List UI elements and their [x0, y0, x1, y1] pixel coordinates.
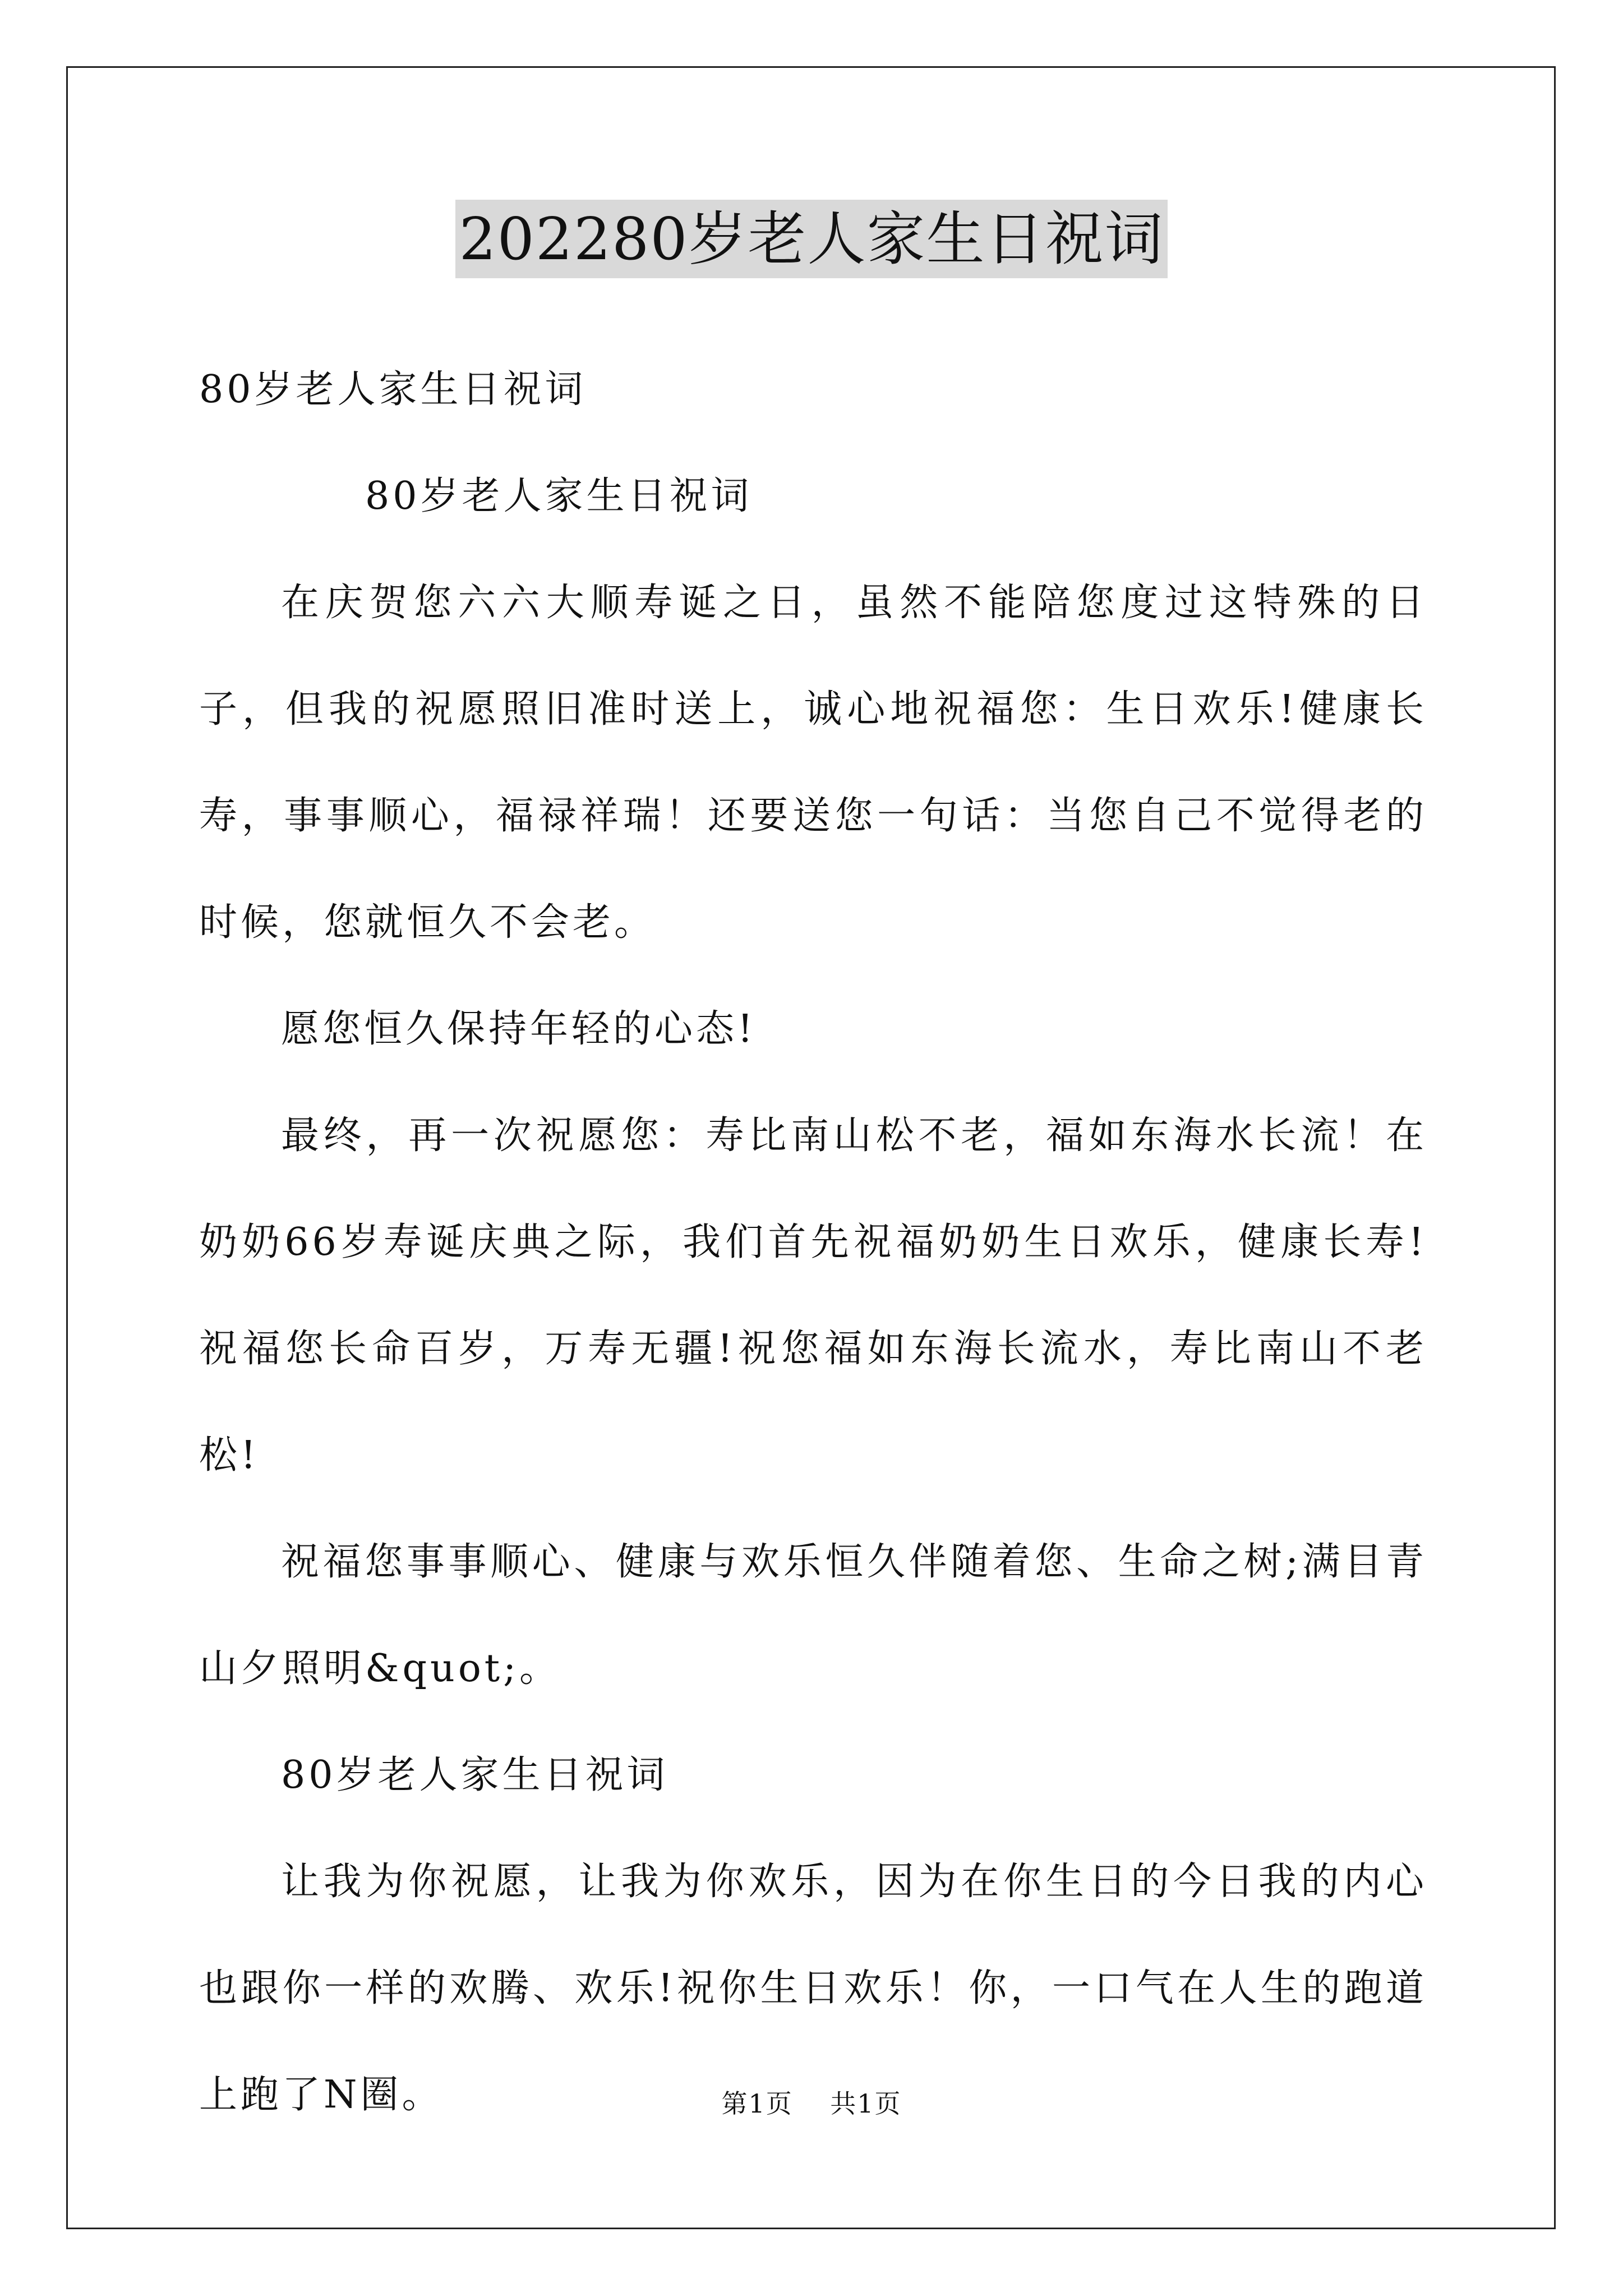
document-body: [199, 337, 1427, 2148]
paragraph-4: 祝福您事事顺心、健康与欢乐恒久伴随着您、生命之树;满目青山夕照明&quot;。: [199, 1540, 1427, 1691]
paragraph-2: 愿您恒久保持年轻的心态!: [281, 1007, 757, 1051]
document-title: 202280岁老人家生日祝词: [455, 200, 1167, 278]
heading-2: 80岁老人家生日祝词: [365, 474, 753, 518]
paragraph-3: 最终，再一次祝愿您：寿比南山松不老，福如东海水长流！在奶奶66岁寿诞庆典之际，我们首先祝福奶奶生日欢乐，健康长寿!祝福您长命百岁，万寿无疆!祝您福如东海长流水，寿比南山不老松!: [199, 1114, 1427, 1478]
heading-1: 80岁老人家生日祝词: [199, 367, 587, 412]
title-wrap: [0, 200, 1623, 278]
page-total: 共1页: [830, 2088, 902, 2119]
page-number: 第1页: [721, 2088, 793, 2119]
page-footer: [0, 2087, 1623, 2120]
section-heading: 80岁老人家生日祝词: [281, 1753, 668, 1797]
paragraph-1: 在庆贺您六六大顺寿诞之日，虽然不能陪您度过这特殊的日子，但我的祝愿照旧准时送上，诚心地祝福您：生日欢乐!健康长寿，事事顺心，福禄祥瑞！还要送您一句话：当您自己不觉得老的时候，您就恒久不会老。: [199, 581, 1427, 945]
paragraph-5: 让我为你祝愿，让我为你欢乐，因为在你生日的今日我的内心也跟你一样的欢腾、欢乐!祝你生日欢乐！你，一口气在人生的跑道上跑了N圈。: [199, 1860, 1427, 2117]
